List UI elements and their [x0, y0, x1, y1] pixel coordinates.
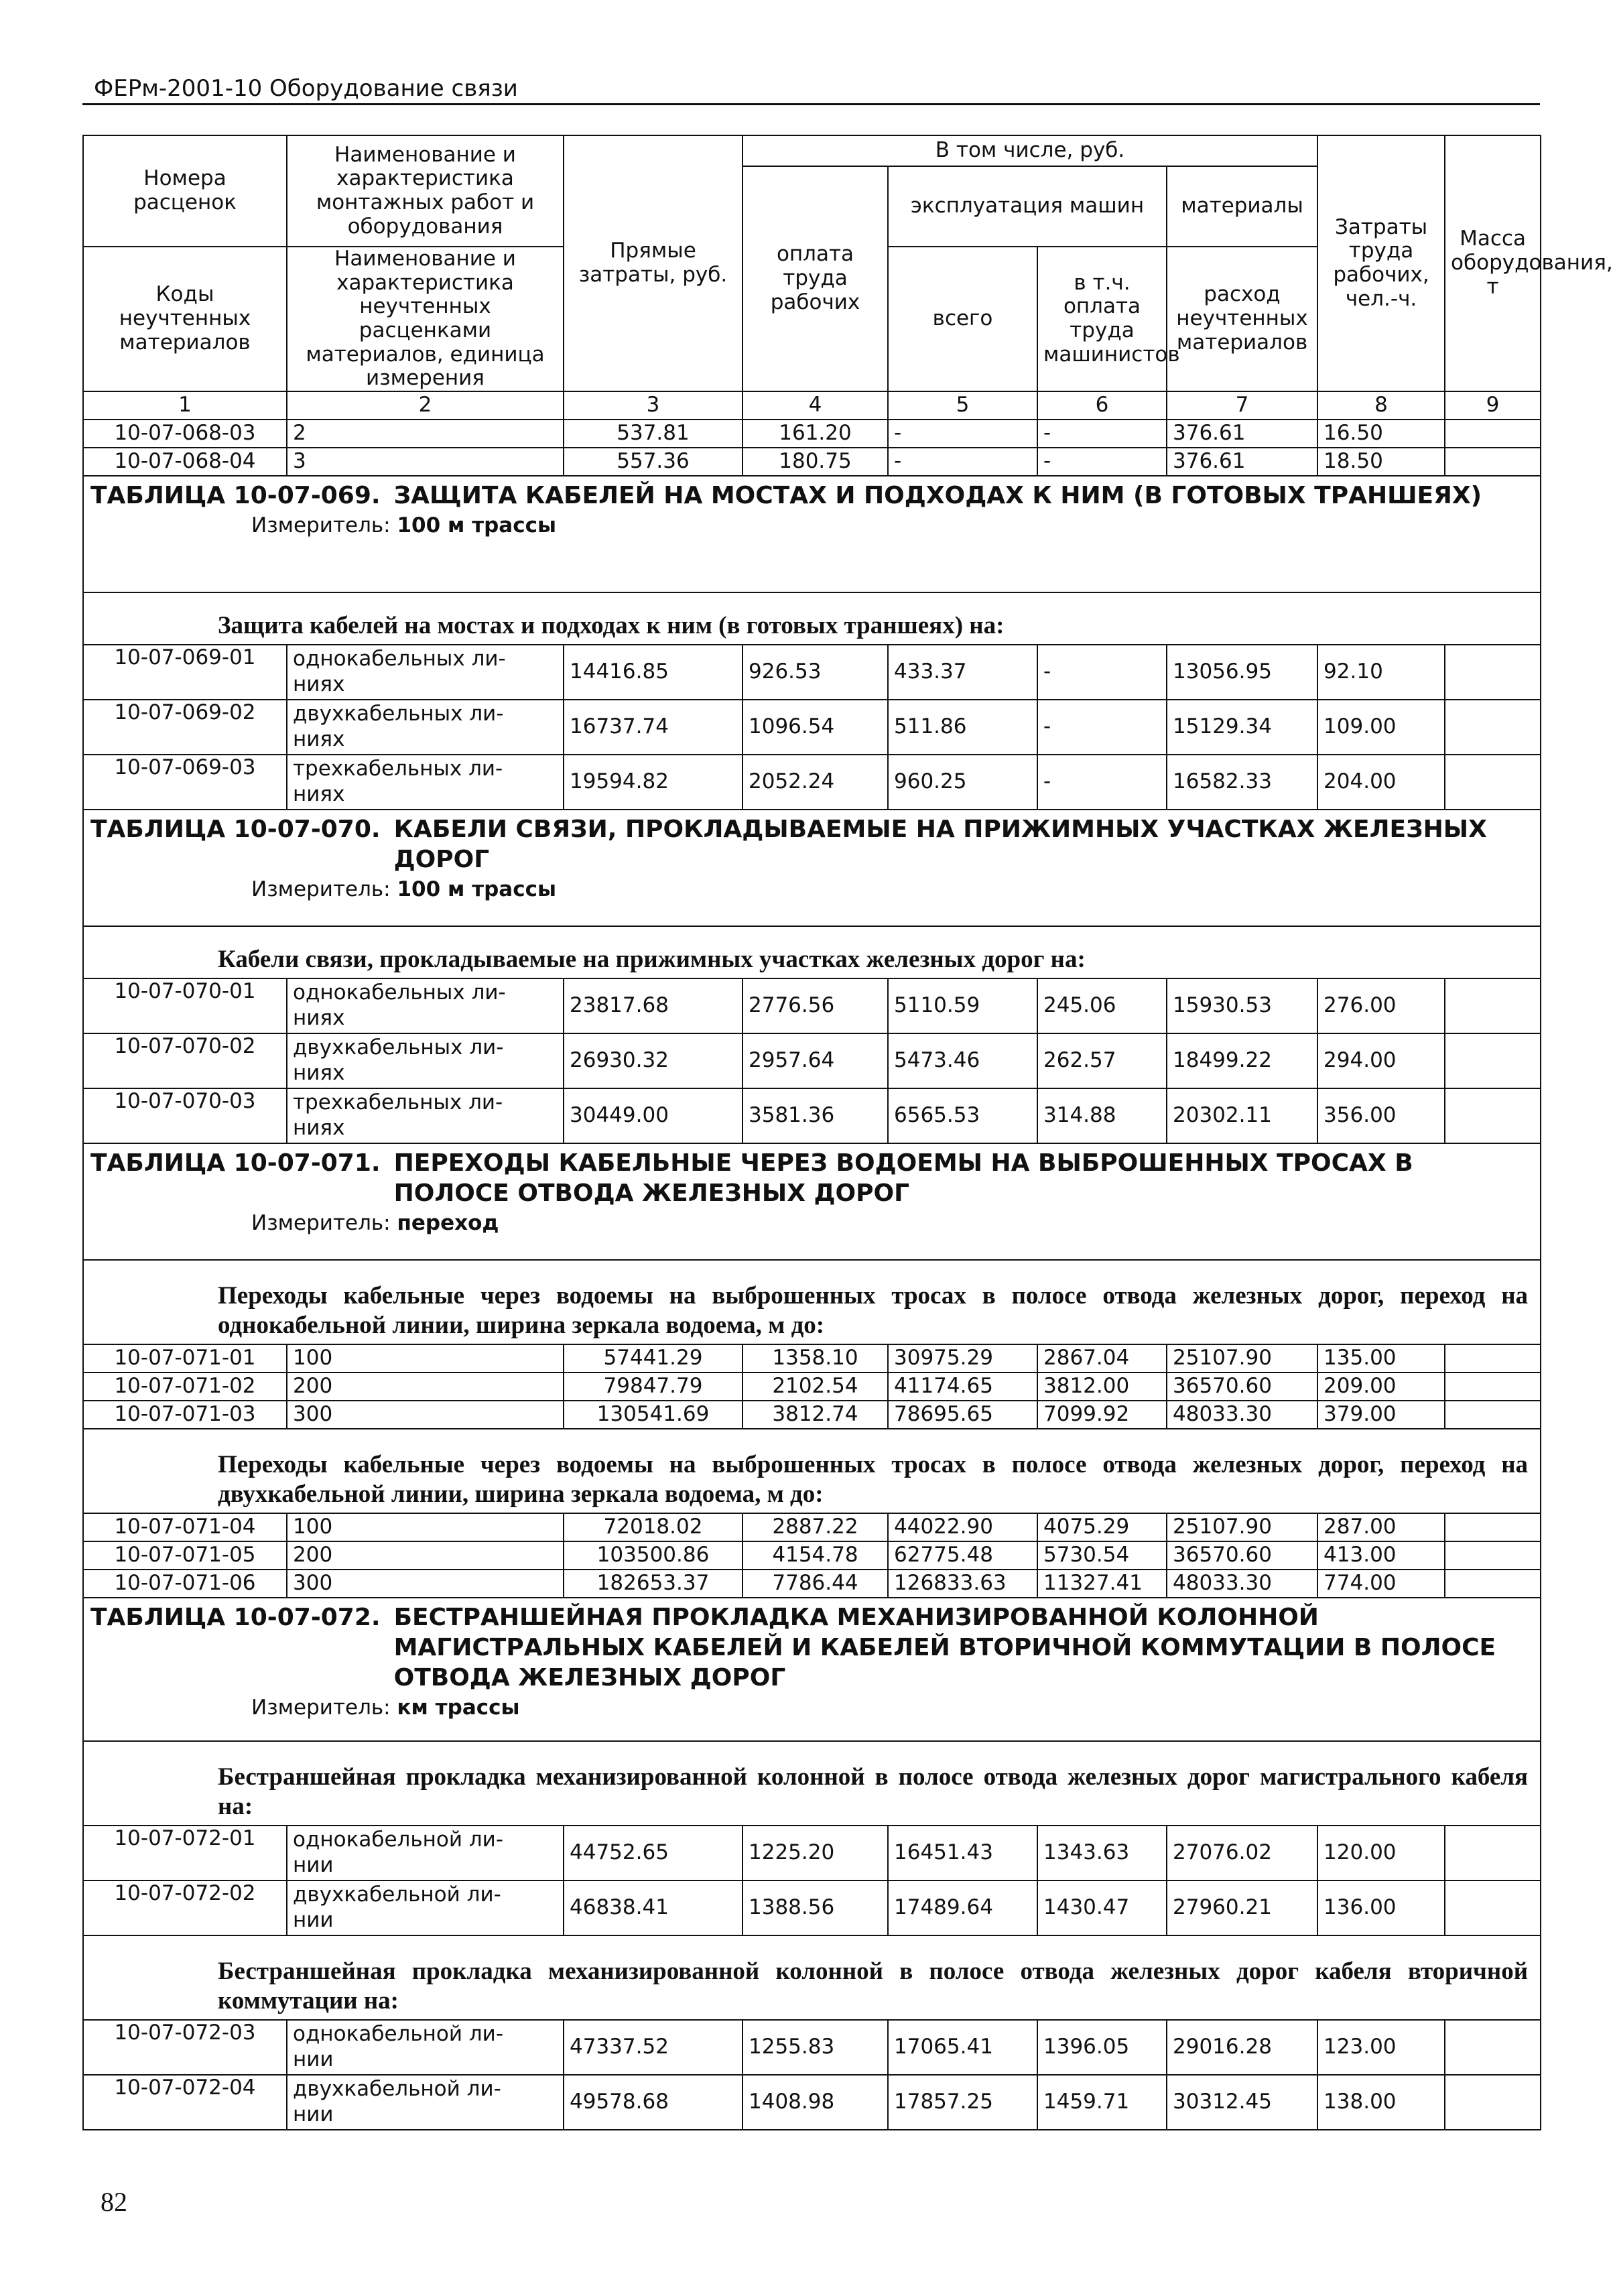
rate-code: 10-07-071-04 [83, 1513, 287, 1541]
value-col-8: 136.00 [1317, 1880, 1445, 1935]
group-subtitle-row [83, 926, 1541, 978]
value-col-8: 135.00 [1317, 1344, 1445, 1373]
value-col-5: 511.86 [888, 700, 1037, 755]
value-col-5: 78695.65 [888, 1401, 1037, 1429]
value-col-4: 926.53 [743, 645, 888, 700]
value-col-8: 774.00 [1317, 1570, 1445, 1598]
value-col-3: 72018.02 [564, 1513, 743, 1541]
table-row [83, 448, 1541, 476]
measure-label: Измеритель: [251, 513, 391, 537]
header-material-codes: Коды неучтенных материалов [83, 247, 287, 391]
rate-code: 10-07-068-03 [83, 420, 287, 448]
table-row [83, 755, 1541, 810]
rate-code: 10-07-071-05 [83, 1541, 287, 1570]
value-col-9 [1445, 1401, 1541, 1429]
value-col-4: 161.20 [743, 420, 888, 448]
table-row [83, 1880, 1541, 1935]
column-number: 7 [1167, 391, 1317, 420]
value-col-6: 262.57 [1037, 1033, 1167, 1088]
value-col-4: 3581.36 [743, 1088, 888, 1143]
rate-code: 10-07-070-03 [83, 1088, 287, 1143]
column-number: 9 [1445, 391, 1541, 420]
table-title [90, 481, 1533, 511]
value-col-9 [1445, 645, 1541, 700]
table-title-cell [83, 476, 1541, 592]
rates-table [82, 135, 1613, 2130]
value-col-7: 25107.90 [1167, 1513, 1317, 1541]
header-machines-total: всего [888, 247, 1037, 391]
value-col-9 [1445, 1880, 1541, 1935]
measure-value: переход [397, 1210, 499, 1235]
table-row [83, 1088, 1541, 1143]
column-number: 3 [564, 391, 743, 420]
value-col-7: 18499.22 [1167, 1033, 1317, 1088]
value-col-7: 27076.02 [1167, 1826, 1317, 1880]
value-col-6: 314.88 [1037, 1088, 1167, 1143]
header-including: В том числе, руб. [743, 135, 1317, 166]
measure-value: 100 м трассы [397, 877, 556, 901]
table-row [83, 2020, 1541, 2075]
header-rule [82, 103, 1540, 105]
running-header: ФЕРм-2001-10 Оборудование связи [94, 75, 518, 102]
header-machines: эксплуатация машин [888, 166, 1167, 247]
value-col-9 [1445, 1570, 1541, 1598]
value-col-7: 36570.60 [1167, 1541, 1317, 1570]
rate-name: 100 [287, 1344, 564, 1373]
column-number: 2 [287, 391, 564, 420]
rate-code: 10-07-071-06 [83, 1570, 287, 1598]
value-col-4: 1408.98 [743, 2075, 888, 2130]
value-col-7: 48033.30 [1167, 1570, 1317, 1598]
table-row [83, 420, 1541, 448]
column-number: 6 [1037, 391, 1167, 420]
value-col-5: 5473.46 [888, 1033, 1037, 1088]
value-col-4: 4154.78 [743, 1541, 888, 1570]
measure-label: Измеритель: [251, 1695, 391, 1720]
value-col-7: 25107.90 [1167, 1344, 1317, 1373]
rate-code: 10-07-069-02 [83, 700, 287, 755]
table-row [83, 1401, 1541, 1429]
value-col-6: 7099.92 [1037, 1401, 1167, 1429]
group-subtitle-row [83, 1260, 1541, 1344]
value-col-6: - [1037, 645, 1167, 700]
value-col-3: 16737.74 [564, 700, 743, 755]
value-col-9 [1445, 2020, 1541, 2075]
table-name: ЗАЩИТА КАБЕЛЕЙ НА МОСТАХ И ПОДХОДАХ К НИМ (В ГОТОВЫХ ТРАНШЕЯХ) [393, 481, 1482, 509]
measure [251, 877, 1533, 903]
value-col-6: 1430.47 [1037, 1880, 1167, 1935]
value-col-4: 2102.54 [743, 1373, 888, 1401]
value-col-6: 1459.71 [1037, 2075, 1167, 2130]
value-col-9 [1445, 700, 1541, 755]
rate-code: 10-07-068-04 [83, 448, 287, 476]
table-number: ТАБЛИЦА 10-07-071. [90, 1149, 381, 1177]
table-number: ТАБЛИЦА 10-07-069. [90, 481, 381, 509]
value-col-6: - [1037, 448, 1167, 476]
value-col-3: 46838.41 [564, 1880, 743, 1935]
value-col-3: 130541.69 [564, 1401, 743, 1429]
rate-code: 10-07-072-01 [83, 1826, 287, 1880]
value-col-4: 2052.24 [743, 755, 888, 810]
header-material-name: Наименование и характеристика неучтенных расценками материалов, единица измерения [287, 247, 564, 391]
value-col-8: 209.00 [1317, 1373, 1445, 1401]
value-col-6: 2867.04 [1037, 1344, 1167, 1373]
rate-name: однокабельной ли- нии [287, 2020, 564, 2075]
rate-name: 200 [287, 1541, 564, 1570]
rate-name: однокабельной ли- нии [287, 1826, 564, 1880]
value-col-6: 11327.41 [1037, 1570, 1167, 1598]
header-work-name: Наименование и характеристика монтажных работ и оборудования [287, 135, 564, 247]
value-col-6: - [1037, 755, 1167, 810]
value-col-4: 1096.54 [743, 700, 888, 755]
table-title-row [83, 810, 1541, 926]
value-col-5: 960.25 [888, 755, 1037, 810]
table-title [90, 814, 1533, 875]
column-number: 4 [743, 391, 888, 420]
value-col-6: 5730.54 [1037, 1541, 1167, 1570]
rate-name: двухкабельной ли- нии [287, 1880, 564, 1935]
value-col-3: 49578.68 [564, 2075, 743, 2130]
table-title-cell [83, 810, 1541, 926]
group-subtitle: Переходы кабельные через водоемы на выброшенных тросах в полосе отвода железных дорог, переход на однокабельной линии, ширина зеркала водоема, м до: [83, 1260, 1541, 1344]
group-subtitle-row [83, 1935, 1541, 2020]
rate-name: 300 [287, 1570, 564, 1598]
header-labor: Затраты труда рабочих, чел.-ч. [1317, 135, 1445, 391]
value-col-5: 5110.59 [888, 978, 1037, 1033]
table-row [83, 700, 1541, 755]
value-col-6: 3812.00 [1037, 1373, 1167, 1401]
rate-name: 2 [287, 420, 564, 448]
value-col-7: 29016.28 [1167, 2020, 1317, 2075]
rate-name: 200 [287, 1373, 564, 1401]
table-name: БЕСТРАНШЕЙНАЯ ПРОКЛАДКА МЕХАНИЗИРОВАННОЙ КОЛОННОЙ МАГИСТРАЛЬНЫХ КАБЕЛЕЙ И КАБЕЛЕЙ ВТОРИЧНОЙ КОММУТАЦИИ В ПОЛОСЕ ОТВОДА ЖЕЛЕЗНЫХ ДОРОГ [393, 1603, 1496, 1692]
rate-name: двухкабельных ли- ниях [287, 700, 564, 755]
value-col-8: 294.00 [1317, 1033, 1445, 1088]
rate-code: 10-07-070-02 [83, 1033, 287, 1088]
value-col-5: 6565.53 [888, 1088, 1037, 1143]
table-title [90, 1148, 1533, 1208]
value-col-8: 123.00 [1317, 2020, 1445, 2075]
rate-code: 10-07-072-02 [83, 1880, 287, 1935]
value-col-3: 79847.79 [564, 1373, 743, 1401]
table-title [90, 1602, 1533, 1693]
measure-value: км трассы [397, 1695, 520, 1720]
rate-name: 300 [287, 1401, 564, 1429]
value-col-8: 18.50 [1317, 448, 1445, 476]
header-worker-pay: оплата труда рабочих [743, 166, 888, 391]
value-col-5: 433.37 [888, 645, 1037, 700]
value-col-7: 15930.53 [1167, 978, 1317, 1033]
value-col-9 [1445, 1088, 1541, 1143]
table-row [83, 1344, 1541, 1373]
value-col-5: - [888, 448, 1037, 476]
column-number: 5 [888, 391, 1037, 420]
table-title-row [83, 1143, 1541, 1260]
value-col-6: - [1037, 420, 1167, 448]
value-col-5: 62775.48 [888, 1541, 1037, 1570]
value-col-6: 245.06 [1037, 978, 1167, 1033]
value-col-7: 27960.21 [1167, 1880, 1317, 1935]
value-col-7: 376.61 [1167, 448, 1317, 476]
value-col-4: 1225.20 [743, 1826, 888, 1880]
value-col-8: 356.00 [1317, 1088, 1445, 1143]
value-col-9 [1445, 755, 1541, 810]
value-col-4: 1358.10 [743, 1344, 888, 1373]
rate-code: 10-07-069-01 [83, 645, 287, 700]
value-col-3: 182653.37 [564, 1570, 743, 1598]
value-col-9 [1445, 1826, 1541, 1880]
header-unaccounted-materials: расход неучтенных материалов [1167, 247, 1317, 391]
table-title-cell [83, 1598, 1541, 1741]
value-col-8: 276.00 [1317, 978, 1445, 1033]
value-col-3: 103500.86 [564, 1541, 743, 1570]
value-col-8: 16.50 [1317, 420, 1445, 448]
value-col-8: 204.00 [1317, 755, 1445, 810]
value-col-7: 376.61 [1167, 420, 1317, 448]
rate-code: 10-07-071-02 [83, 1373, 287, 1401]
table-name: КАБЕЛИ СВЯЗИ, ПРОКЛАДЫВАЕМЫЕ НА ПРИЖИМНЫХ УЧАСТКАХ ЖЕЛЕЗНЫХ ДОРОГ [393, 815, 1487, 873]
value-col-6: 4075.29 [1037, 1513, 1167, 1541]
value-col-5: 17065.41 [888, 2020, 1037, 2075]
measure [251, 513, 1533, 539]
value-col-8: 92.10 [1317, 645, 1445, 700]
measure [251, 1211, 1533, 1236]
value-col-9 [1445, 2075, 1541, 2130]
rate-code: 10-07-072-04 [83, 2075, 287, 2130]
table-number: ТАБЛИЦА 10-07-070. [90, 815, 381, 843]
page-number: 82 [101, 2187, 127, 2217]
rate-code: 10-07-069-03 [83, 755, 287, 810]
value-col-3: 557.36 [564, 448, 743, 476]
table-row [83, 1826, 1541, 1880]
value-col-9 [1445, 420, 1541, 448]
value-col-3: 26930.32 [564, 1033, 743, 1088]
group-subtitle: Кабели связи, прокладываемые на прижимных участках железных дорог на: [83, 926, 1541, 978]
value-col-4: 2776.56 [743, 978, 888, 1033]
value-col-3: 57441.29 [564, 1344, 743, 1373]
group-subtitle: Переходы кабельные через водоемы на выброшенных тросах в полосе отвода железных дорог, переход на двухкабельной линии, ширина зеркала водоема, м до: [83, 1429, 1541, 1513]
table-title-row [83, 476, 1541, 592]
value-col-4: 180.75 [743, 448, 888, 476]
table-row [83, 1570, 1541, 1598]
group-subtitle-row [83, 1741, 1541, 1826]
table-row [83, 1373, 1541, 1401]
header-mass: Масса оборудования, т [1445, 135, 1541, 391]
measure [251, 1696, 1533, 1721]
value-col-4: 2957.64 [743, 1033, 888, 1088]
value-col-4: 3812.74 [743, 1401, 888, 1429]
value-col-4: 7786.44 [743, 1570, 888, 1598]
measure-value: 100 м трассы [397, 513, 556, 537]
rate-name: 3 [287, 448, 564, 476]
value-col-3: 23817.68 [564, 978, 743, 1033]
measure-label: Измеритель: [251, 877, 391, 901]
value-col-5: 41174.65 [888, 1373, 1037, 1401]
rate-code: 10-07-070-01 [83, 978, 287, 1033]
column-number: 8 [1317, 391, 1445, 420]
group-subtitle-row [83, 1429, 1541, 1513]
value-col-4: 2887.22 [743, 1513, 888, 1541]
rate-code: 10-07-072-03 [83, 2020, 287, 2075]
group-subtitle: Защита кабелей на мостах и подходах к ним (в готовых траншеях) на: [83, 592, 1541, 645]
table-row [83, 1513, 1541, 1541]
rate-code: 10-07-071-03 [83, 1401, 287, 1429]
group-subtitle: Бестраншейная прокладка механизированной колонной в полосе отвода железных дорог магистрального кабеля на: [83, 1741, 1541, 1826]
group-subtitle: Бестраншейная прокладка механизированной колонной в полосе отвода железных дорог кабеля вторичной коммутации на: [83, 1935, 1541, 2020]
value-col-7: 16582.33 [1167, 755, 1317, 810]
value-col-5: 126833.63 [888, 1570, 1037, 1598]
header-rate-numbers: Номера расценок [83, 135, 287, 247]
value-col-5: 17489.64 [888, 1880, 1037, 1935]
rate-name: двухкабельной ли- нии [287, 2075, 564, 2130]
value-col-8: 379.00 [1317, 1401, 1445, 1429]
column-number-row [83, 391, 1541, 420]
value-col-3: 537.81 [564, 420, 743, 448]
value-col-8: 120.00 [1317, 1826, 1445, 1880]
value-col-7: 13056.95 [1167, 645, 1317, 700]
group-subtitle-row [83, 592, 1541, 645]
value-col-9 [1445, 448, 1541, 476]
table-title-cell [83, 1143, 1541, 1260]
value-col-7: 48033.30 [1167, 1401, 1317, 1429]
rate-name: однокабельных ли- ниях [287, 645, 564, 700]
rate-name: 100 [287, 1513, 564, 1541]
value-col-4: 1388.56 [743, 1880, 888, 1935]
header-direct-costs: Прямые затраты, руб. [564, 135, 743, 391]
value-col-5: 44022.90 [888, 1513, 1037, 1541]
value-col-8: 109.00 [1317, 700, 1445, 755]
table-name: ПЕРЕХОДЫ КАБЕЛЬНЫЕ ЧЕРЕЗ ВОДОЕМЫ НА ВЫБРОШЕННЫХ ТРОСАХ В ПОЛОСЕ ОТВОДА ЖЕЛЕЗНЫХ ДОРОГ [393, 1149, 1413, 1207]
value-col-3: 44752.65 [564, 1826, 743, 1880]
value-col-9 [1445, 1344, 1541, 1373]
value-col-5: - [888, 420, 1037, 448]
table-row [83, 1541, 1541, 1570]
table-row [83, 645, 1541, 700]
value-col-6: - [1037, 700, 1167, 755]
value-col-8: 413.00 [1317, 1541, 1445, 1570]
table-title-row [83, 1598, 1541, 1741]
value-col-4: 1255.83 [743, 2020, 888, 2075]
value-col-6: 1396.05 [1037, 2020, 1167, 2075]
value-col-8: 138.00 [1317, 2075, 1445, 2130]
value-col-7: 30312.45 [1167, 2075, 1317, 2130]
measure-label: Измеритель: [251, 1210, 391, 1235]
table-row [83, 2075, 1541, 2130]
rate-name: двухкабельных ли- ниях [287, 1033, 564, 1088]
rate-code: 10-07-071-01 [83, 1344, 287, 1373]
header-materials: материалы [1167, 166, 1317, 247]
table-row [83, 1033, 1541, 1088]
value-col-3: 30449.00 [564, 1088, 743, 1143]
value-col-3: 19594.82 [564, 755, 743, 810]
rate-name: трехкабельных ли- ниях [287, 1088, 564, 1143]
value-col-3: 14416.85 [564, 645, 743, 700]
column-number: 1 [83, 391, 287, 420]
value-col-9 [1445, 1541, 1541, 1570]
value-col-9 [1445, 1513, 1541, 1541]
value-col-5: 17857.25 [888, 2075, 1037, 2130]
rate-name: трехкабельных ли- ниях [287, 755, 564, 810]
header-machinist-pay: в т.ч. оплата труда машинистов [1037, 247, 1167, 391]
table-row [83, 978, 1541, 1033]
value-col-7: 36570.60 [1167, 1373, 1317, 1401]
value-col-6: 1343.63 [1037, 1826, 1167, 1880]
value-col-9 [1445, 978, 1541, 1033]
table-number: ТАБЛИЦА 10-07-072. [90, 1603, 381, 1631]
value-col-5: 16451.43 [888, 1826, 1037, 1880]
rate-name: однокабельных ли- ниях [287, 978, 564, 1033]
value-col-9 [1445, 1373, 1541, 1401]
value-col-7: 20302.11 [1167, 1088, 1317, 1143]
value-col-8: 287.00 [1317, 1513, 1445, 1541]
value-col-5: 30975.29 [888, 1344, 1037, 1373]
value-col-7: 15129.34 [1167, 700, 1317, 755]
value-col-3: 47337.52 [564, 2020, 743, 2075]
value-col-9 [1445, 1033, 1541, 1088]
